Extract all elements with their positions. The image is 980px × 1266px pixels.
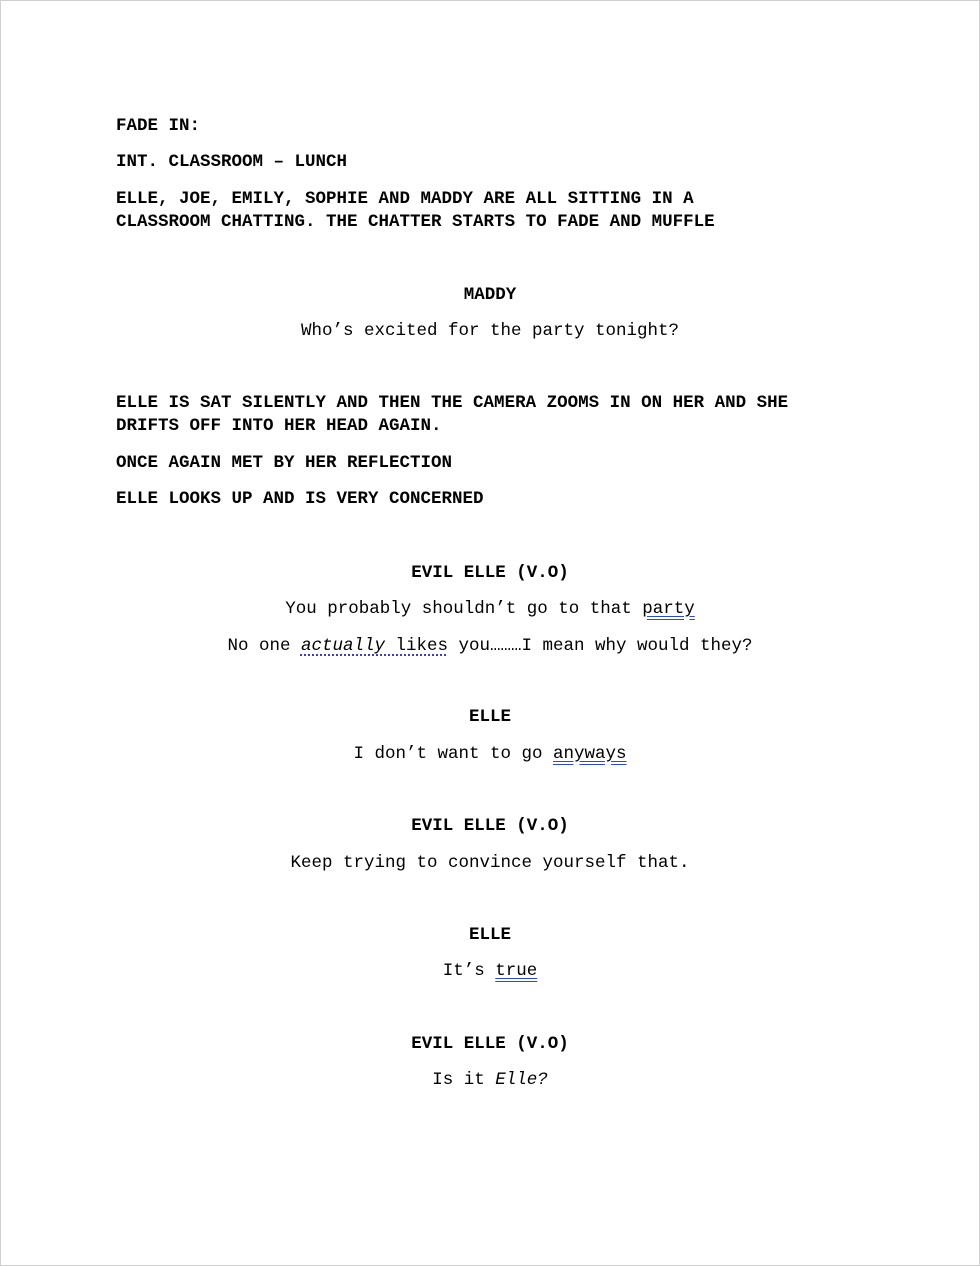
spellcheck-flagged-word[interactable]: anyways <box>553 744 627 764</box>
dialogue-line: Who’s excited for the party tonight? <box>300 321 680 341</box>
dialogue-text: Is it <box>432 1070 496 1090</box>
dialogue-line <box>1 1069 979 1092</box>
character-name-elle: ELLE <box>468 925 511 945</box>
spellcheck-flagged-word[interactable]: true <box>495 961 538 981</box>
dialogue-text: No one <box>227 636 301 656</box>
dialogue-text: It’s <box>442 961 496 981</box>
character-name-evil-elle: EVIL ELLE (V.O) <box>411 816 569 836</box>
dialogue-line <box>1 960 979 983</box>
grammar-flagged-word[interactable]: actually <box>300 636 385 656</box>
grammar-flagged-word[interactable]: likes <box>384 636 448 656</box>
transition-fade-in: FADE IN: <box>116 116 201 136</box>
spellcheck-flagged-word[interactable]: party <box>642 599 695 619</box>
dialogue-line: Keep trying to convince yourself that. <box>290 853 690 873</box>
character-name-evil-elle: EVIL ELLE (V.O) <box>411 563 569 583</box>
action-line: ELLE LOOKS UP AND IS VERY CONCERNED <box>116 489 484 509</box>
action-line: ELLE, JOE, EMILY, SOPHIE AND MADDY ARE ALL SITTING IN A <box>116 189 694 209</box>
dialogue-emphasis: Elle? <box>495 1070 548 1090</box>
dialogue-line <box>1 635 979 658</box>
dialogue-line <box>1 743 979 766</box>
action-line: DRIFTS OFF INTO HER HEAD AGAIN. <box>116 416 442 436</box>
character-name-evil-elle: EVIL ELLE (V.O) <box>411 1034 569 1054</box>
dialogue-text: I don’t want to go <box>353 744 554 764</box>
action-line: ELLE IS SAT SILENTLY AND THEN THE CAMERA ZOOMS IN ON HER AND SHE <box>116 393 789 413</box>
character-name-elle: ELLE <box>468 707 511 727</box>
character-name-maddy: MADDY <box>463 285 517 305</box>
dialogue-line <box>1 598 979 621</box>
dialogue-text: You probably shouldn’t go to that <box>285 599 643 619</box>
dialogue-text: you………I mean why would they? <box>447 636 753 656</box>
action-line: CLASSROOM CHATTING. THE CHATTER STARTS TO FADE AND MUFFLE <box>116 212 715 232</box>
scene-heading: INT. CLASSROOM – LUNCH <box>116 152 348 172</box>
action-line: ONCE AGAIN MET BY HER REFLECTION <box>116 453 453 473</box>
